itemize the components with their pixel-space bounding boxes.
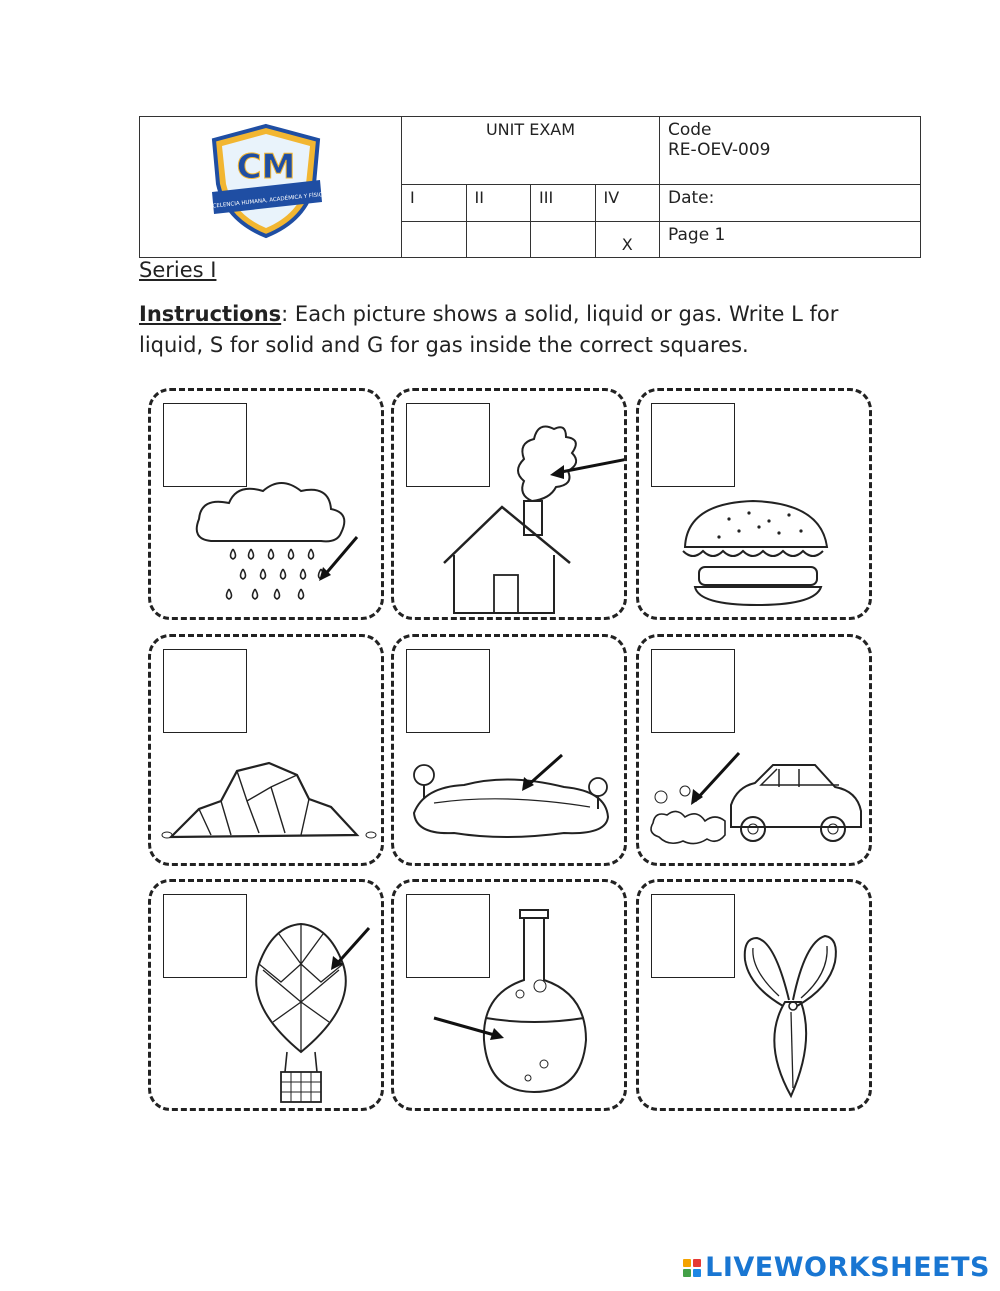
- date-label: Date:: [660, 185, 921, 222]
- hamburger-icon: [639, 391, 869, 617]
- liveworksheets-badge: [683, 1259, 701, 1277]
- logo-cell: [140, 117, 402, 258]
- card-lake: [391, 634, 627, 866]
- rain-cloud-icon: [151, 391, 381, 617]
- house-smoke-icon: [394, 391, 624, 617]
- logo-banner-text: EXCELENCIA HUMANA, ACADÉMICA Y FÍSICA: [206, 191, 326, 211]
- unit-iii-mark: [531, 222, 596, 258]
- card-scissors: [636, 879, 872, 1111]
- code-cell: [660, 117, 921, 185]
- logo-text: CM: [236, 147, 296, 187]
- exam-header-table: [139, 116, 921, 258]
- exam-title: UNIT EXAM: [402, 117, 660, 185]
- school-logo: [206, 122, 326, 240]
- card-rain-cloud: [148, 388, 384, 620]
- card-car-exhaust: [636, 634, 872, 866]
- car-exhaust-icon: [639, 637, 869, 863]
- scissors-icon: [639, 882, 869, 1108]
- card-hot-air-balloon: [148, 879, 384, 1111]
- hot-air-balloon-icon: [151, 882, 381, 1108]
- code-value: RE-OEV-009: [668, 140, 771, 160]
- code-label: Code: [668, 120, 712, 140]
- unit-ii: II: [466, 185, 531, 222]
- series-title: Series I: [139, 258, 217, 282]
- unit-iv: IV: [595, 185, 660, 222]
- unit-iii: III: [531, 185, 596, 222]
- unit-iv-mark: X: [595, 222, 660, 258]
- card-flask: [391, 879, 627, 1111]
- brand-name: LIVEWORKSHEETS: [705, 1252, 990, 1283]
- unit-i: I: [402, 185, 467, 222]
- unit-ii-mark: [466, 222, 531, 258]
- card-house-smoke: [391, 388, 627, 620]
- page-label: Page 1: [660, 222, 921, 258]
- liveworksheets-brand: [683, 1252, 990, 1283]
- unit-i-mark: [402, 222, 467, 258]
- rock-icon: [151, 637, 381, 863]
- lake-icon: [394, 637, 624, 863]
- instructions-label: Instructions: [139, 302, 282, 326]
- card-hamburger: [636, 388, 872, 620]
- flask-icon: [394, 882, 624, 1108]
- instructions-text: : Each picture shows a solid, liquid or gas. Write L for liquid, S for solid and G for gas inside the correct squares.: [139, 302, 839, 357]
- card-rock: [148, 634, 384, 866]
- instructions: [139, 299, 859, 361]
